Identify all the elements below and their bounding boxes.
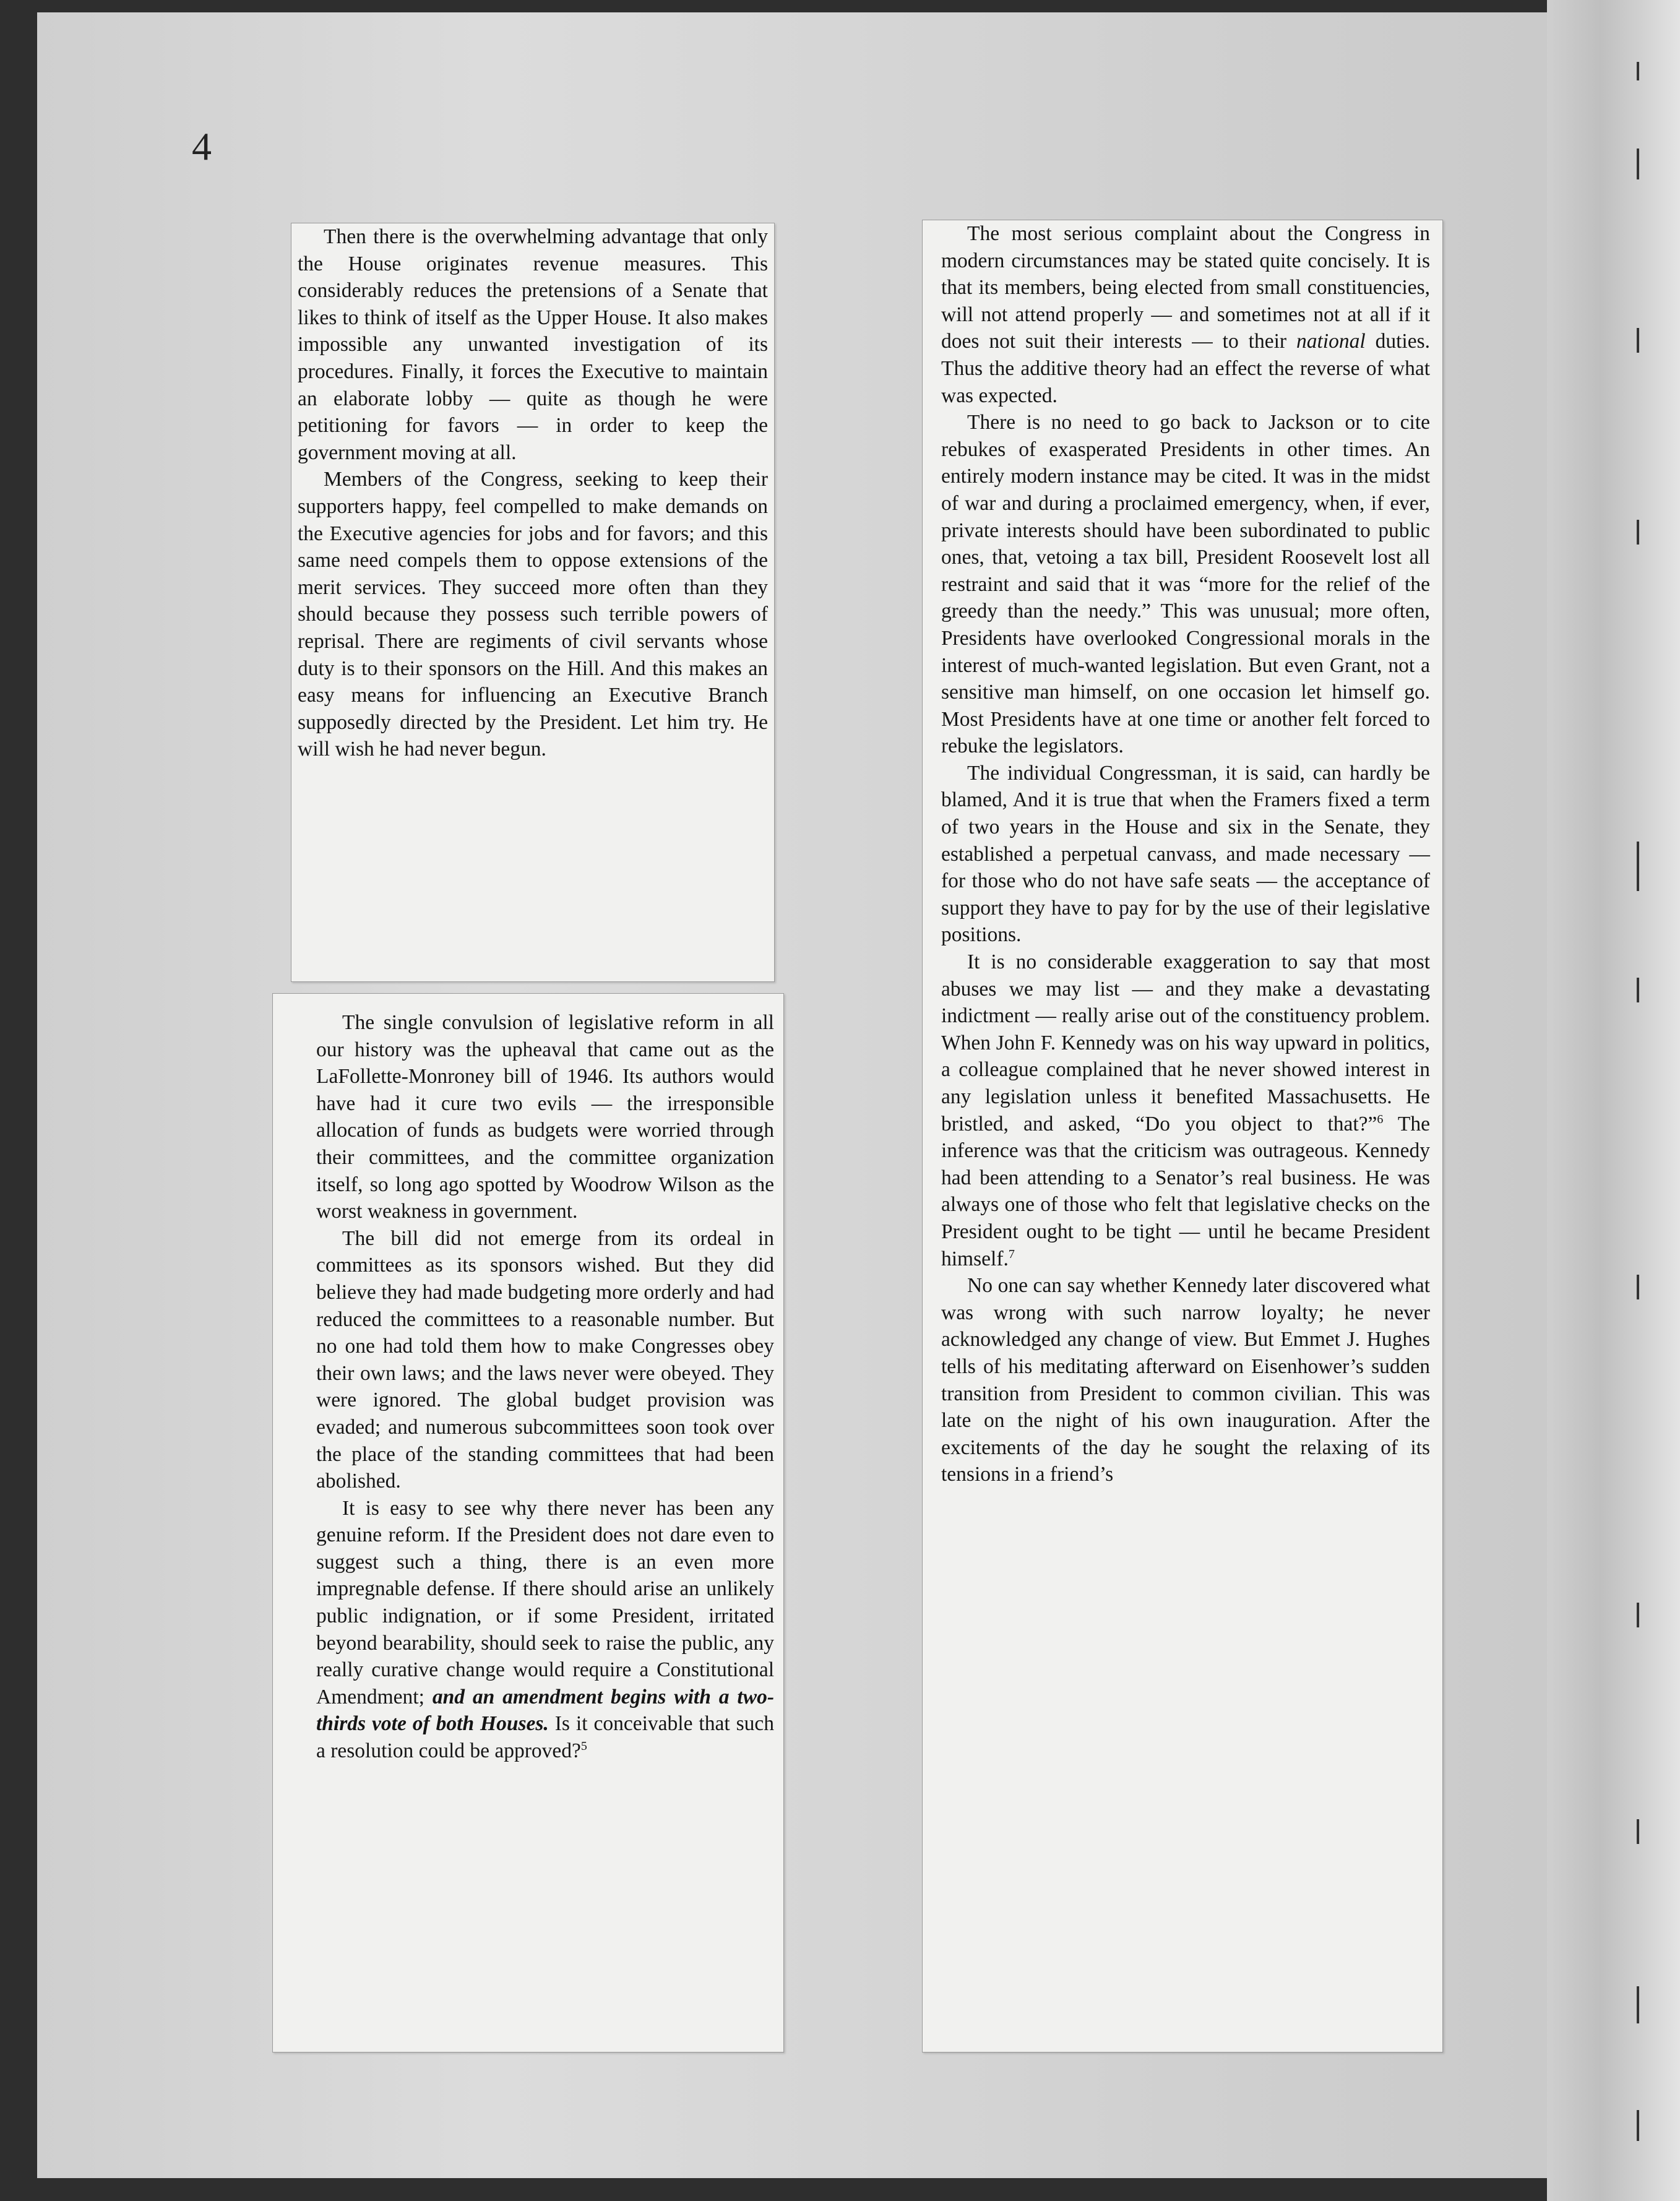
text-run: The inference was that the criticism was outrageous. Kennedy had been attending to a Senator’s real business. He was always one of those who felt that legislative checks on the President ought to be tight — until he became President himself. — [941, 1112, 1430, 1270]
footnote-marker: 7 — [1008, 1247, 1015, 1261]
paragraph: No one can say whether Kennedy later discovered what was wrong with such narrow loyalty; he never acknowledged any change of view. But Emmet J. Hughes tells of his meditating afterward on Eisenhower’s sudden transition from President to common civilian. This was late on the night of his own inauguration. After the excitements of the day he sought the relaxing of its tensions in a friend’s — [941, 1274, 1430, 1486]
edge-punch-marks — [1637, 37, 1655, 2172]
text-run: It is no considerable exaggeration to say that most abuses we may list — and they make a devastating indictment — really arise out of the constituency problem. When John F. Kennedy was on his way upward in politics, a colleague complained that he never showed interest in any legislation unless it benefited Massachusetts. He bristled, and asked, “Do you object to that?” — [941, 950, 1430, 1135]
clipping-right — [922, 220, 1443, 2052]
paragraph — [941, 220, 1430, 409]
clipping-left-top — [291, 223, 775, 982]
footnote-marker: 6 — [1377, 1112, 1384, 1126]
text-run: duties. Thus the additive theory had an effect the reverse of what was expected. — [941, 330, 1430, 407]
paragraph: Members of the Congress, seeking to keep their supporters happy, feel compelled to make demands on the Executive agencies for jobs and for favors; and this same need compels them to oppose extensions of the merit services. They succeed more often than they should because they possess such terrible powers of reprisal. There are regiments of civil servants whose duty is to their sponsors on the Hill. And this makes an easy means for influencing an Executive Branch supposedly directed by the President. Let him try. He will wish he had never begun. — [298, 468, 768, 761]
paragraph: The bill did not emerge from its ordeal in committees as its sponsors wished. But they did believe they had made budgeting more orderly and had reduced the committees to a reasonable number. But no one had told them how to make Congresses obey their own laws; and the laws never were obeyed. They were ignored. The global budget provision was evaded; and numerous subcommittees soon took over the place of the standing committees that had been abolished. — [316, 1226, 774, 1493]
paragraph: The single convulsion of legislative reform in all our history was the upheaval that came out as the LaFollette-Monroney bill of 1946. Its authors would have had it cure two evils — the irresponsible allocation of funds as budgets were worried through their committees, and the committee organization itself, so long ago spotted by Woodrow Wilson as the worst weakness in government. — [316, 1011, 774, 1223]
page-edge — [1547, 0, 1680, 2201]
paragraph — [316, 1495, 774, 1765]
text-run: The most serious complaint about the Congress in modern circumstances may be stated quite concisely. It is that its members, being elected from small constituencies, will not attend properly — and sometimes not at all if it does not suit their interests — to their — [941, 222, 1430, 353]
footnote-marker: 5 — [580, 1739, 587, 1753]
text-run: Is it conceivable that such a resolution could be approved? — [316, 1712, 775, 1763]
text-run: It is easy to see why there never has been any genuine reform. If the President does not dare even to suggest such a thing, there is an even more impregnable defense. If there should arise an unlikely public indignation, or if some President, irritated beyond bearability, should seek to raise the public, any really curative change would require a Constitutional Amendment; — [316, 1496, 774, 1708]
paragraph — [941, 949, 1430, 1272]
page-number: 4 — [192, 124, 212, 168]
paragraph: The individual Congressman, it is said, can hardly be blamed, And it is true that when the Framers fixed a term of two years in the House and six in the Senate, they established a perpetual canvass, and made necessary — for those who do not have safe seats — the acceptance of support they have to pay for by the use of their legislative positions. — [941, 761, 1430, 947]
paragraph: Then there is the overwhelming advantage that only the House originates revenue measures. This considerably reduces the pretensions of a Senate that likes to think of itself as the Upper House. It also makes impossible any unwanted investigation of its procedures. Finally, it forces the Executive to maintain an elaborate lobby — quite as though he were petitioning for favors — in order to keep the government moving at all. — [298, 225, 768, 464]
italic-emphasis: national — [1296, 330, 1366, 353]
clipping-left-bottom — [272, 993, 784, 2052]
italic-emphasis: and an amendment begins with a two-thirds vote of both Houses. — [316, 1685, 774, 1736]
paragraph: There is no need to go back to Jackson or to cite rebukes of exasperated Presidents in other times. An entirely modern instance may be cited. It was in the midst of war and during a proclaimed emergency, when, if ever, private interests should have been subordinated to public ones, that, vetoing a tax bill, President Roosevelt lost all restraint and said that it was “more for the relief of the greedy than the needy.” This was unusual; more often, Presidents have overlooked Congressional morals in the interest of much-wanted legislation. But even Grant, not a sensitive man himself, on one occasion let himself go. Most Presidents have at one time or another felt forced to rebuke the legislators. — [941, 411, 1430, 758]
